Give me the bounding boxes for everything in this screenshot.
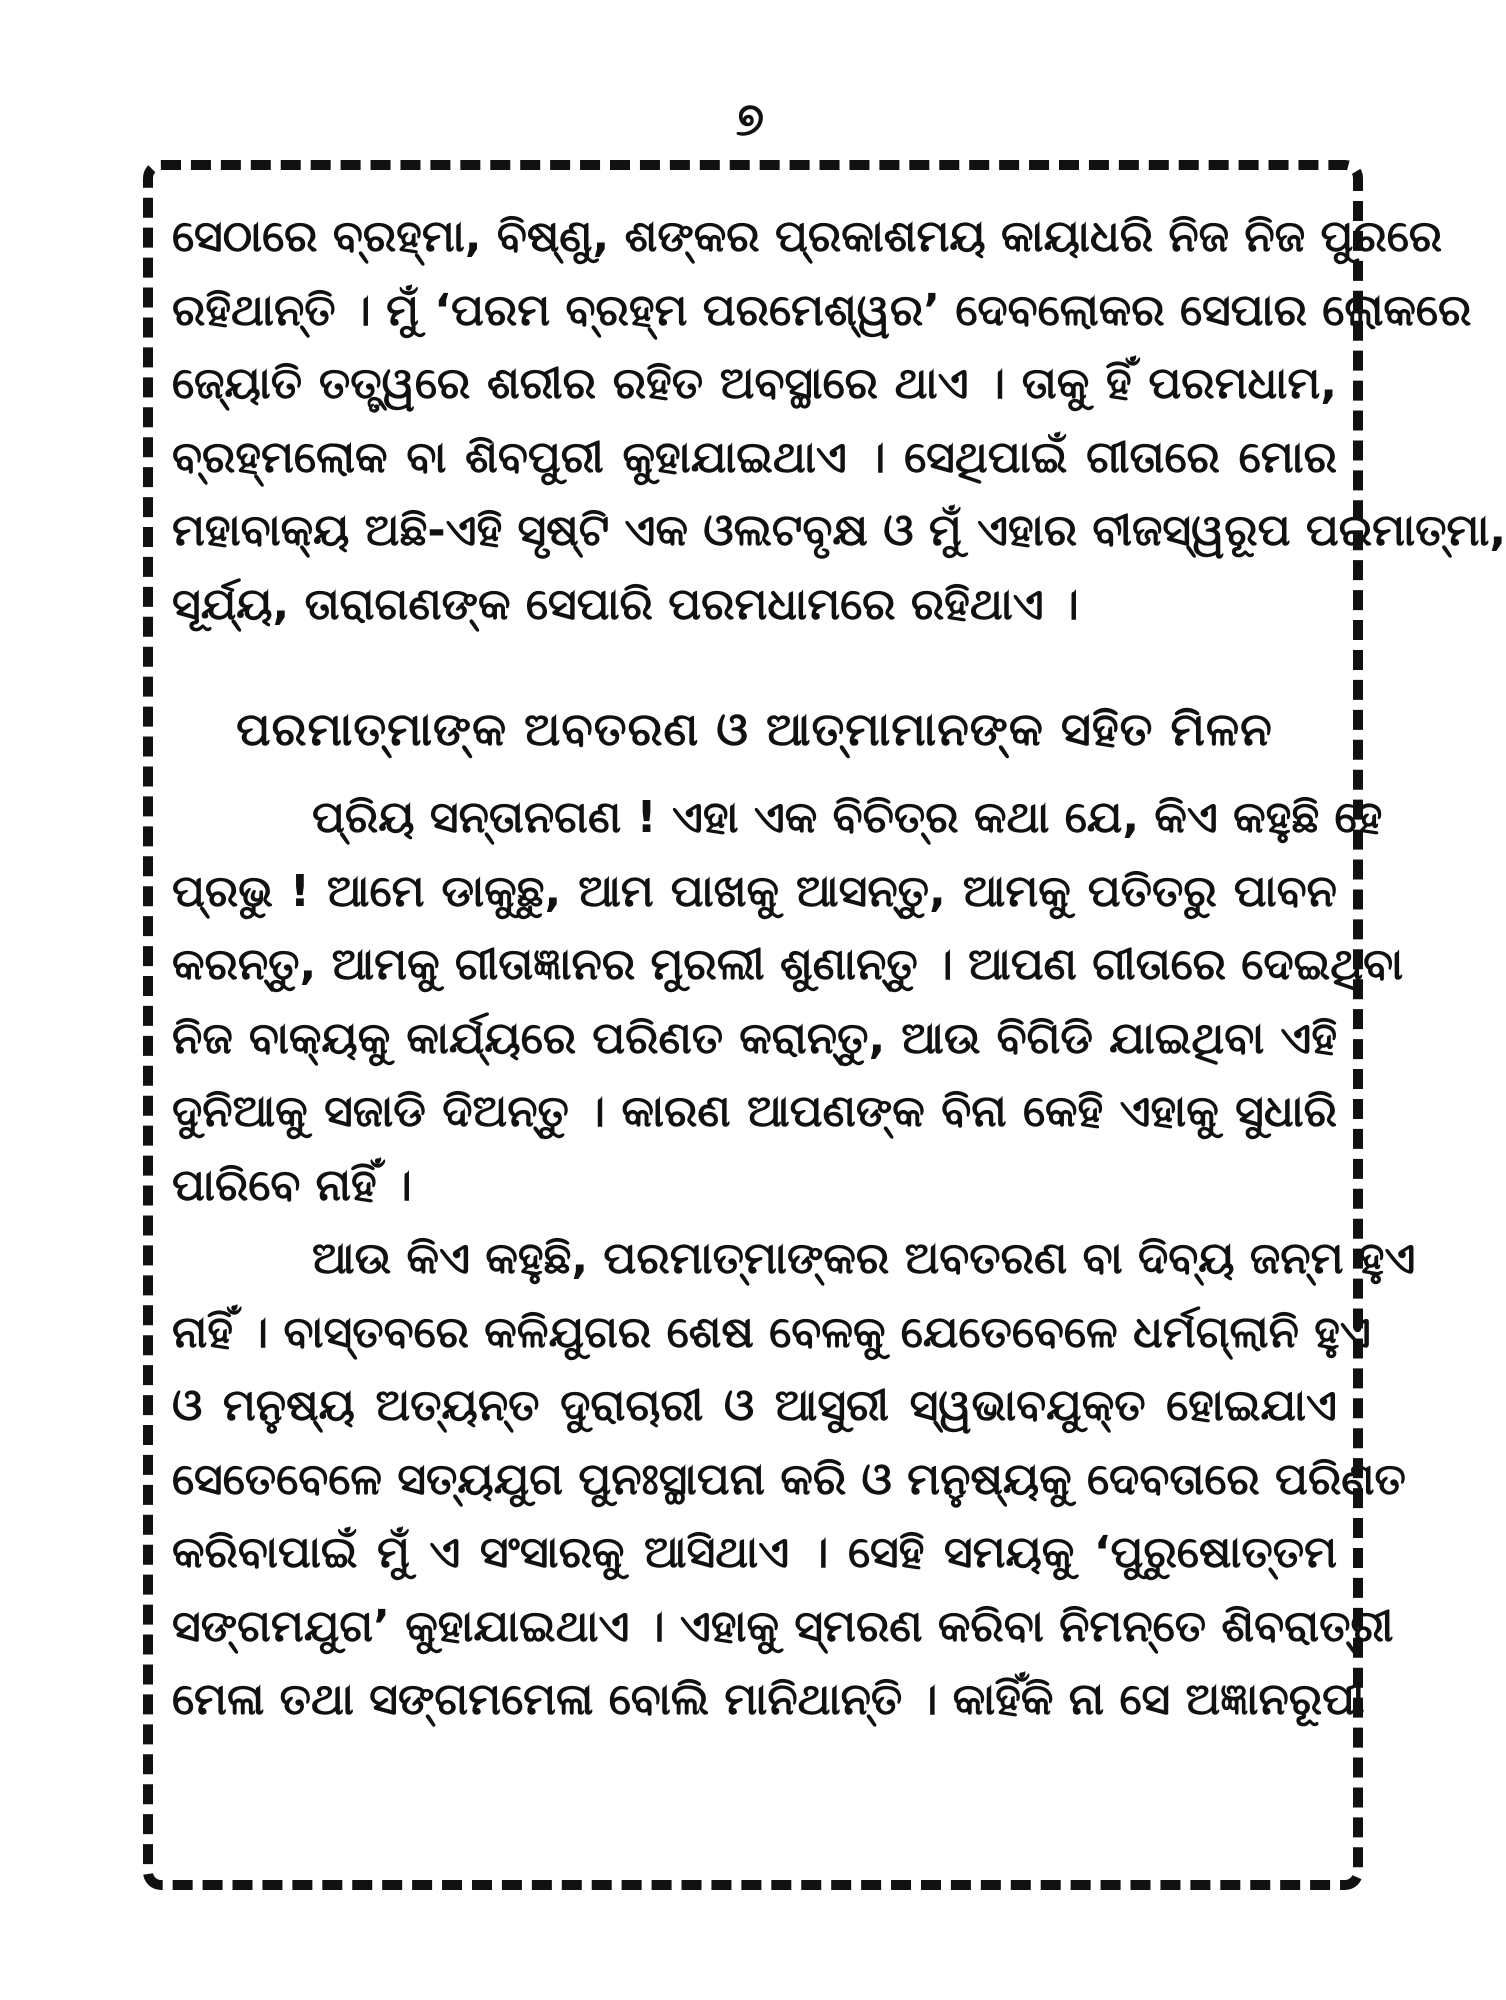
section-heading: ପରମାତ୍ମାଙ୍କ ଅବତରଣ ଓ ଆତ୍ମାମାନଙ୍କ ସହିତ ମିଳନ bbox=[236, 702, 1273, 756]
text-line: ସେଠାରେ ବ୍ରହ୍ମା, ବିଷ୍ଣୁ, ଶଙ୍କର ପ୍ରକାଶମୟ କାୟାଧରି ନିଜ ନିଜ ପୁରରେ bbox=[172, 211, 1443, 262]
text-line: ପାରିବେ ନାହିଁ । bbox=[172, 1159, 412, 1211]
text-line: ଆଉ କିଏ କହୁଛି, ପରମାତ୍ମାଙ୍କର ଅବତରଣ ବା ଦିବ୍ୟ ଜନ୍ମ ହୁଏ bbox=[312, 1233, 1416, 1284]
text-line: ଓ ମନୁଷ୍ୟ ଅତ୍ୟନ୍ତ ଦୁରାଚାରୀ ଓ ଆସୁରୀ ସ୍ୱଭାବଯୁକ୍ତ ହୋଇଯାଏ bbox=[172, 1380, 1337, 1431]
page-body bbox=[172, 200, 1506, 1737]
text-line: କରନ୍ତୁ, ଆମକୁ ଗୀତାଜ୍ଞାନର ମୁରଲୀ ଶୁଣାନ୍ତୁ । ଆପଣ ଗୀତାରେ ଦେଇଥିବା bbox=[172, 939, 1404, 990]
text-line: ମେଳା ତଥା ସଙ୍ଗମମେଳା ବୋଲି ମାନିଥାନ୍ତି । କାହିଁକି ନା ସେ ଅଜ୍ଞାନରୂପୀ bbox=[172, 1674, 1365, 1725]
text-line: ସୂର୍ଯ୍ୟ, ତାରାଗଣଙ୍କ ସେପାରି ପରମଧାମରେ ରହିଥାଏ । bbox=[172, 578, 1079, 630]
text-line: ନାହିଁ । ବାସ୍ତବରେ କଳିଯୁଗର ଶେଷ ବେଳକୁ ଯେତେବେଳେ ଧର୍ମଗ୍ଲାନି ହୁଏ bbox=[172, 1306, 1371, 1358]
text-line: ଜ୍ୟୋତି ତତ୍ତ୍ୱରେ ଶରୀର ରହିତ ଅବସ୍ଥାରେ ଥାଏ । ତାକୁ ହିଁ ପରମଧାମ, bbox=[172, 358, 1337, 409]
text-line: କରିବାପାଇଁ ମୁଁ ଏ ସଂସାରକୁ ଆସିଥାଏ । ସେହି ସମୟକୁ ‘ପୁରୁଷୋତ୍ତମ bbox=[172, 1527, 1337, 1578]
text-line: ଦୁନିଆକୁ ସଜାଡି ଦିଅନ୍ତୁ । କାରଣ ଆପଣଙ୍କ ବିନା କେହି ଏହାକୁ ସୁଧାରି bbox=[172, 1086, 1337, 1137]
text-line: ପ୍ରିୟ ସନ୍ତାନଗଣ ! ଏହା ଏକ ବିଚିତ୍ର କଥା ଯେ, କିଏ କହୁଛି ହେ bbox=[312, 792, 1383, 843]
text-line: ସେତେବେଳେ ସତ୍ୟଯୁଗ ପୁନଃସ୍ଥାପନା କରି ଓ ମନୁଷ୍ୟକୁ ଦେବତାରେ ପରିଣତ bbox=[172, 1453, 1406, 1505]
text-line: ନିଜ ବାକ୍ୟକୁ କାର୍ଯ୍ୟରେ ପରିଣତ କରାନ୍ତୁ, ଆଉ ବିଗିଡି ଯାଇଥିବା ଏହି bbox=[172, 1012, 1337, 1064]
paragraph-1 bbox=[172, 200, 1506, 641]
paragraph-2 bbox=[172, 781, 1404, 1222]
text-line: ପ୍ରଭୁ ! ଆମେ ଡାକୁଛୁ, ଆମ ପାଖକୁ ଆସନ୍ତୁ, ଆମକୁ ପତିତରୁ ପାବନ bbox=[172, 865, 1337, 917]
page-number: ୭ bbox=[735, 92, 765, 146]
text-line: ମହାବାକ୍ୟ ଅଛି-ଏହି ସୃଷ୍ଟି ଏକ ଓଲଟବୃକ୍ଷ ଓ ମୁଁ ଏହାର ବୀଜସ୍ୱରୂପ ପରମାତ୍ମା, bbox=[172, 505, 1506, 556]
text-line: ବ୍ରହ୍ମଲୋକ ବା ଶିବପୁରୀ କୁହାଯାଇଥାଏ । ସେଥିପାଇଁ ଗୀତାରେ ମୋର bbox=[172, 431, 1337, 483]
text-line: ରହିଥାନ୍ତି । ମୁଁ ‘ପରମ ବ୍ରହ୍ମ ପରମେଶ୍ୱର’ ଦେବଲୋକର ସେପାର ଲୋକରେ bbox=[172, 284, 1472, 336]
paragraph-3 bbox=[172, 1222, 1416, 1737]
text-line: ସଙ୍ଗମଯୁଗ’ କୁହାଯାଇଥାଏ । ଏହାକୁ ସ୍ମରଣ କରିବା ନିମନ୍ତେ ଶିବରାତ୍ରୀ bbox=[172, 1600, 1394, 1652]
